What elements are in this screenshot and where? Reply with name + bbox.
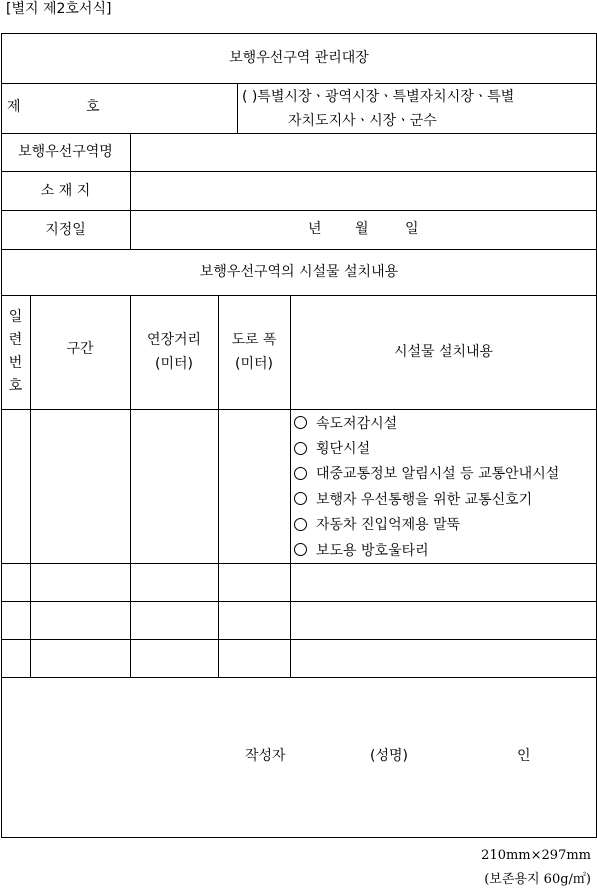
facility-option[interactable]	[294, 461, 594, 486]
row-divider	[1, 677, 597, 678]
serial-char: 일	[8, 309, 23, 325]
facility-checklist	[294, 410, 594, 562]
location-label: 소 재 지	[40, 182, 91, 199]
facility-section-title: 보행우선구역의 시설물 설치내용	[199, 264, 399, 280]
form-title: 보행우선구역 관리대장	[229, 50, 369, 66]
facility-option[interactable]	[294, 435, 594, 460]
date-year-label: 년	[308, 221, 322, 237]
row-divider	[1, 601, 597, 602]
paper-size-note: 210mm×297mm	[481, 848, 591, 863]
facility-option-label: 보도용 방호울타리	[316, 542, 429, 559]
length-header-line2: (미터)	[155, 356, 193, 372]
date-day-label: 일	[405, 221, 419, 237]
zone-name-label: 보행우선구역명	[18, 144, 113, 160]
date-month-label: 월	[355, 221, 369, 237]
author-label: 작성자	[245, 748, 286, 764]
facility-option[interactable]	[294, 486, 594, 511]
circle-checkbox-icon[interactable]	[294, 543, 307, 556]
facility-option-label: 자동차 진입억제용 말뚝	[316, 517, 461, 534]
row-divider	[1, 639, 597, 640]
region-authority-line2: 자치도지사ㆍ시장ㆍ군수	[288, 113, 437, 129]
serial-char: 련	[8, 332, 23, 348]
facility-option-label: 보행자 우선통행을 위한 교통신호기	[316, 491, 533, 508]
section-header: 구간	[66, 341, 94, 357]
road-width-header	[218, 295, 290, 409]
road-width-header-line2: (미터)	[235, 356, 273, 372]
facility-header: 시설물 설치내용	[393, 344, 494, 360]
author-name-label: (성명)	[370, 748, 408, 764]
col-divider	[237, 83, 238, 133]
length-header-line1: 연장거리	[146, 332, 202, 348]
circle-checkbox-icon[interactable]	[294, 416, 307, 429]
circle-checkbox-icon[interactable]	[294, 442, 307, 455]
circle-checkbox-icon[interactable]	[294, 492, 307, 505]
number-label-prefix: 제	[7, 99, 21, 115]
serial-char: 호	[8, 378, 23, 394]
region-authority-line1: ( )특별시장ㆍ광역시장ㆍ특별자치시장ㆍ특별	[242, 89, 515, 105]
serial-char: 번	[8, 355, 23, 371]
facility-option[interactable]	[294, 512, 594, 537]
length-header	[130, 295, 218, 409]
paper-weight-note: (보존용지 60g/㎡)	[484, 872, 591, 887]
facility-option-label: 대중교통정보 알림시설 등 교통안내시설	[316, 466, 560, 483]
row-divider	[1, 83, 597, 84]
circle-checkbox-icon[interactable]	[294, 467, 307, 480]
form-label: [별지 제2호서식]	[6, 1, 112, 17]
col-divider	[130, 133, 131, 249]
facility-option-label: 횡단시설	[316, 441, 371, 458]
seal-label: 인	[517, 748, 531, 764]
designation-date-label: 지정일	[45, 221, 86, 238]
row-divider	[1, 563, 597, 564]
number-label-suffix: 호	[86, 99, 100, 115]
circle-checkbox-icon[interactable]	[294, 518, 307, 531]
serial-number-header	[1, 295, 30, 409]
facility-option-label: 속도저감시설	[316, 415, 398, 432]
facility-option[interactable]	[294, 410, 594, 435]
facility-option[interactable]	[294, 537, 594, 562]
road-width-header-line1: 도로 폭	[231, 332, 277, 348]
